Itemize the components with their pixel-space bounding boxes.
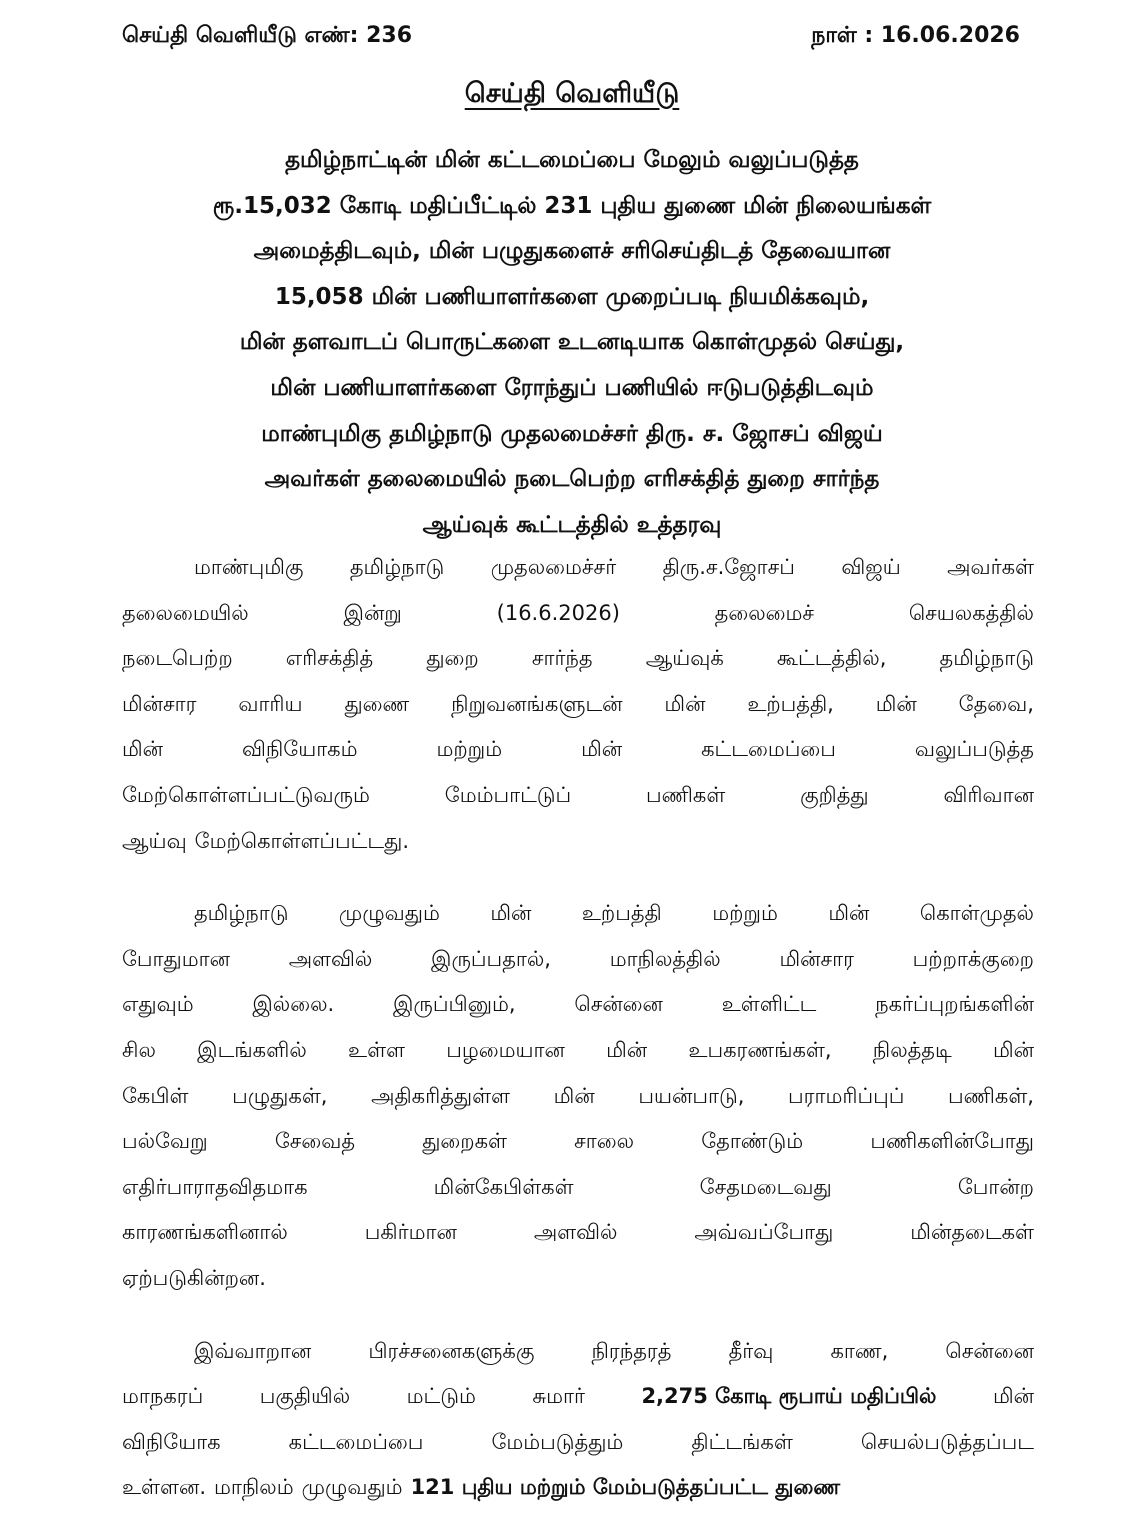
word: அளவில் xyxy=(288,946,373,971)
word: கட்டமைப்பை xyxy=(288,1429,424,1454)
word: ஆய்வுக் xyxy=(645,646,724,671)
paragraph-line xyxy=(122,1374,1034,1420)
word: தோண்டும் xyxy=(701,1129,804,1154)
headline-line: மின் பணியாளர்களை ரோந்துப் பணியில் ஈடுபடுத்திடவும் xyxy=(270,374,874,401)
word: இருப்பினும், xyxy=(392,992,516,1017)
word: விஜய் xyxy=(841,555,901,579)
bold-phrase: 121 புதிய மற்றும் மேம்படுத்தப்பட்ட துணை xyxy=(410,1475,841,1500)
paragraph-line xyxy=(122,773,1034,819)
word: மின் xyxy=(875,691,917,716)
word: நடைபெற்ற xyxy=(122,646,233,671)
headline-line: அவர்கள் தலைமையில் நடைபெற்ற எரிசக்தித் துறை சார்ந்த xyxy=(264,466,880,493)
word: பழுதுகள், xyxy=(232,1083,328,1108)
word: உள்ளிட்ட xyxy=(721,992,817,1017)
word: திட்டங்கள் xyxy=(691,1429,793,1454)
word: சில xyxy=(122,1037,156,1062)
paragraph-line xyxy=(122,819,1034,865)
word: சென்னை xyxy=(574,992,663,1017)
headline-line: மாண்புமிகு தமிழ்நாடு முதலமைச்சர் திரு. ச. ஜோசப் விஜய் xyxy=(261,420,883,447)
word: மேம்பாட்டுப் xyxy=(444,782,572,807)
paragraph-line xyxy=(122,1119,1034,1165)
word: தமிழ்நாடு xyxy=(939,646,1034,671)
word: செயல்படுத்தப்பட xyxy=(860,1429,1034,1454)
word: இருப்பதால், xyxy=(431,946,551,971)
word: அளவில் xyxy=(533,1220,618,1245)
body-paragraph xyxy=(122,545,1034,864)
word: இல்லை. xyxy=(252,992,335,1017)
word: நிலத்தடி xyxy=(872,1037,952,1062)
word: சேதமடைவது xyxy=(699,1174,832,1199)
document-title xyxy=(0,78,1144,113)
body-text xyxy=(122,545,1034,1538)
word: பணிகள் xyxy=(646,782,726,807)
paragraph-line xyxy=(122,1256,1034,1302)
release-number: செய்தி வெளியீடு எண்: 236 xyxy=(122,23,413,48)
word: மின் xyxy=(664,691,706,716)
word: விநியோகம் xyxy=(242,737,358,762)
release-date: நாள் : 16.06.2026 xyxy=(811,23,1020,48)
paragraph-line xyxy=(122,891,1034,937)
word: மின்தடைகள் xyxy=(910,1220,1034,1245)
word: இடங்களில் xyxy=(197,1037,307,1062)
word: கேபிள் xyxy=(122,1083,189,1108)
word: பகிர்மான xyxy=(364,1220,457,1245)
headline-line: 15,058 மின் பணியாளர்களை முறைப்படி நியமிக்கவும், xyxy=(274,283,870,310)
paragraph-line xyxy=(122,1074,1034,1120)
word: மேற்கொள்ளப்பட்டுவரும் xyxy=(122,782,370,807)
paragraph-line xyxy=(122,1329,1034,1375)
paragraph-line xyxy=(122,591,1034,637)
word: மற்றும் xyxy=(436,737,503,762)
word: மாநிலம் xyxy=(214,1475,294,1500)
word: செயலகத்தில் xyxy=(908,600,1034,625)
word: ஆய்வு xyxy=(122,828,187,853)
word: தலைமைச் xyxy=(714,600,815,625)
word: மட்டும் xyxy=(406,1384,476,1409)
word: போன்ற xyxy=(957,1174,1034,1199)
word: துறை xyxy=(426,646,479,671)
word: சாலை xyxy=(574,1129,635,1154)
word: முழுவதும் xyxy=(338,901,440,926)
word: துணை xyxy=(344,691,410,716)
word: தமிழ்நாடு xyxy=(194,901,289,926)
headline-line: மின் தளவாடப் பொருட்களை உடனடியாக கொள்முதல் செய்து, xyxy=(239,329,905,356)
word: சென்னை xyxy=(945,1338,1034,1363)
word: கட்டமைப்பை xyxy=(701,737,836,762)
word: உற்பத்தி, xyxy=(747,691,834,716)
word: பயன்பாடு, xyxy=(638,1083,745,1108)
paragraph-line xyxy=(122,727,1034,773)
word: சேவைத் xyxy=(274,1129,355,1154)
word: நிறுவனங்களுடன் xyxy=(451,691,623,716)
word: பிரச்சனைகளுக்கு xyxy=(368,1338,535,1363)
word: போதுமான xyxy=(122,946,230,971)
word: மாண்புமிகு xyxy=(194,555,304,579)
word: மின் xyxy=(828,901,870,926)
paragraph-line xyxy=(122,1465,1034,1511)
document-title-text: செய்தி வெளியீடு xyxy=(464,78,680,109)
body-paragraph xyxy=(122,1329,1034,1511)
word: ஏற்படுகின்றன. xyxy=(122,1265,266,1290)
word: திரு.ச.ஜோசப் xyxy=(662,555,795,579)
word: விரிவான xyxy=(943,782,1034,807)
headline-line: அமைத்திடவும், மின் பழுதுகளைச் சரிசெய்திடத் தேவையான xyxy=(253,238,891,265)
word: விநியோக xyxy=(122,1429,221,1454)
word: அதிகரித்துள்ள xyxy=(371,1083,510,1108)
word: பல்வேறு xyxy=(122,1129,208,1154)
paragraph-line xyxy=(122,682,1034,728)
paragraph-line xyxy=(122,1165,1034,1211)
headline-line: ரூ.15,032 கோடி மதிப்பீட்டில் 231 புதிய துணை மின் நிலையங்கள் xyxy=(212,192,932,219)
word: மின் xyxy=(122,737,164,762)
header-row xyxy=(122,20,1020,54)
word: மின்சார xyxy=(779,946,854,971)
word: காரணங்களினால் xyxy=(122,1220,288,1245)
paragraph-line xyxy=(122,937,1034,983)
word: எதுவும் xyxy=(122,992,194,1017)
word: காண, xyxy=(830,1338,889,1363)
paragraph-line xyxy=(122,1420,1034,1466)
word: சுமார் xyxy=(532,1384,585,1409)
paragraph-line xyxy=(122,545,1034,591)
word: பகுதியில் xyxy=(259,1384,351,1409)
word: நிரந்தரத் xyxy=(591,1338,672,1363)
word: நகர்ப்புறங்களின் xyxy=(875,992,1034,1017)
word: வாரிய xyxy=(238,691,303,716)
headline-line: ஆய்வுக் கூட்டத்தில் உத்தரவு xyxy=(422,511,722,538)
word: பணிகளின்போது xyxy=(870,1129,1034,1154)
word: மேற்கொள்ளப்பட்டது. xyxy=(194,828,409,853)
word: மின் xyxy=(992,1037,1034,1062)
word: மின் xyxy=(581,737,623,762)
word: உள்ள xyxy=(348,1037,405,1062)
word: உற்பத்தி xyxy=(581,901,662,926)
word: உபகரணங்கள், xyxy=(688,1037,832,1062)
word: பராமரிப்புப் xyxy=(788,1083,905,1108)
word: எதிர்பாராதவிதமாக xyxy=(122,1174,308,1199)
word: கூட்டத்தில், xyxy=(776,646,887,671)
body-paragraph xyxy=(122,891,1034,1301)
paragraph-line xyxy=(122,1210,1034,1256)
bold-phrase: 2,275 கோடி ரூபாய் மதிப்பில் xyxy=(641,1384,937,1409)
word: இன்று xyxy=(343,600,402,625)
headline-line: தமிழ்நாட்டின் மின் கட்டமைப்பை மேலும் வலுப்படுத்த xyxy=(285,147,859,173)
word: மற்றும் xyxy=(712,901,778,926)
word: கொள்முதல் xyxy=(919,901,1034,926)
word: தமிழ்நாடு xyxy=(349,555,445,579)
word: பணிகள், xyxy=(948,1083,1034,1108)
word: மாநகரப் xyxy=(122,1384,204,1409)
word: சார்ந்த xyxy=(531,646,593,671)
word: தேவை, xyxy=(958,691,1034,716)
word: தீர்வு xyxy=(728,1338,774,1363)
word: அவ்வப்போது xyxy=(694,1220,834,1245)
paragraph-line xyxy=(122,982,1034,1028)
word: முழுவதும் xyxy=(301,1475,403,1500)
word: மின்சார xyxy=(122,691,197,716)
paragraph-line xyxy=(122,1028,1034,1074)
word: மின் xyxy=(992,1384,1034,1409)
word: குறித்து xyxy=(800,782,869,807)
word: மேம்படுத்தும் xyxy=(491,1429,624,1454)
word: வலுப்படுத்த xyxy=(914,737,1034,762)
word: பழமையான xyxy=(446,1037,565,1062)
word: மின் xyxy=(490,901,532,926)
word: எரிசக்தித் xyxy=(285,646,374,671)
word: பற்றாக்குறை xyxy=(912,946,1034,971)
word: உள்ளன. xyxy=(122,1475,206,1500)
word: இவ்வாறான xyxy=(194,1338,312,1363)
word: மின் xyxy=(553,1083,595,1108)
headline xyxy=(112,138,1032,548)
word: மின்கேபிள்கள் xyxy=(433,1174,574,1199)
word: அவர்கள் xyxy=(947,555,1034,579)
word: முதலமைச்சர் xyxy=(490,555,617,579)
word: மாநிலத்தில் xyxy=(609,946,721,971)
word: மின் xyxy=(606,1037,648,1062)
word: (16.6.2026) xyxy=(496,600,620,625)
paragraph-line xyxy=(122,636,1034,682)
word: துறைகள் xyxy=(422,1129,507,1154)
word: தலைமையில் xyxy=(122,600,249,625)
